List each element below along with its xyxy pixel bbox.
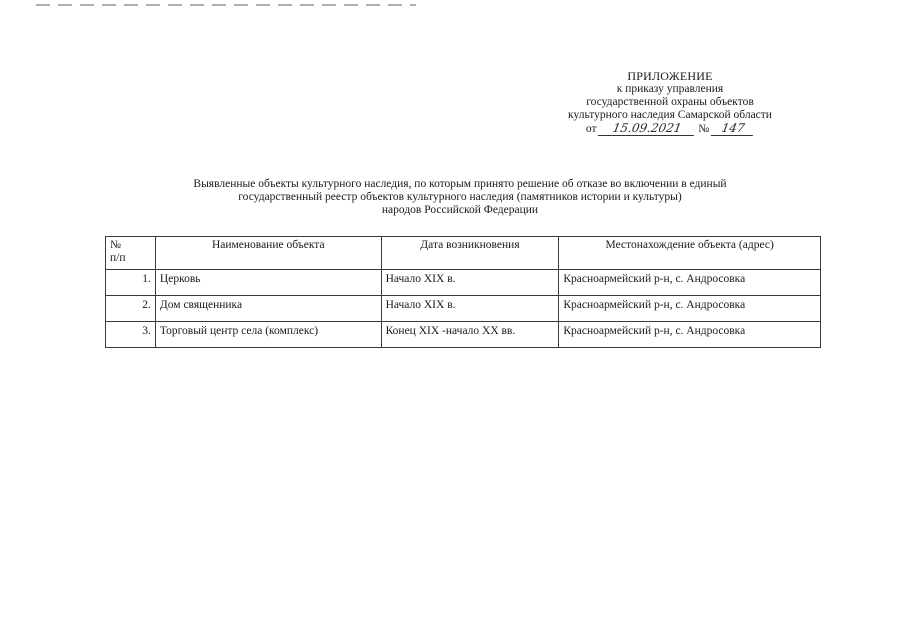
heading-line-1: Выявленные объекты культурного наследия, по которым принято решение об отказе во включении в единый [193, 178, 727, 190]
cell-number: 3. [106, 322, 156, 348]
order-number-handwritten: 147 [711, 122, 755, 136]
table-row [106, 322, 821, 348]
appendix-title: ПРИЛОЖЕНИЕ [627, 69, 713, 83]
appendix-line-1: к приказу управления [616, 83, 724, 95]
cell-address: Красноармейский р-н, с. Андросовка [559, 270, 821, 296]
table-row [106, 296, 821, 322]
cell-number: 1. [106, 270, 156, 296]
cell-name: Дом священника [155, 296, 381, 322]
header-name: Наименование объекта [155, 237, 381, 270]
order-date-handwritten: 15.09.2021 [598, 122, 696, 136]
from-label: от [585, 123, 597, 135]
header-number: № п/п [106, 237, 156, 270]
header-date: Дата возникновения [381, 237, 559, 270]
appendix-line-3: культурного наследия Самарской области [568, 109, 772, 121]
cell-name: Торговый центр села (комплекс) [155, 322, 381, 348]
cell-name: Церковь [155, 270, 381, 296]
cell-date: Начало XIX в. [381, 296, 559, 322]
header-address: Местонахождение объекта (адрес) [559, 237, 821, 270]
number-label: № [698, 123, 710, 135]
table-header-row [106, 237, 821, 270]
heading-line-2: государственный реестр объектов культурного наследия (памятников истории и культуры) [238, 191, 682, 203]
heading-line-3: народов Российской Федерации [381, 204, 539, 216]
cell-number: 2. [106, 296, 156, 322]
cell-address: Красноармейский р-н, с. Андросовка [559, 296, 821, 322]
cell-date: Конец XIX -начало XX вв. [381, 322, 559, 348]
table-row [106, 270, 821, 296]
cell-date: Начало XIX в. [381, 270, 559, 296]
appendix-block [520, 70, 820, 136]
cell-address: Красноармейский р-н, с. Андросовка [559, 322, 821, 348]
appendix-line-2: государственной охраны объектов [586, 96, 754, 108]
order-reference [520, 122, 820, 136]
heritage-objects-table [105, 236, 821, 348]
scan-edge-artifact [36, 4, 416, 6]
document-heading [120, 178, 800, 217]
